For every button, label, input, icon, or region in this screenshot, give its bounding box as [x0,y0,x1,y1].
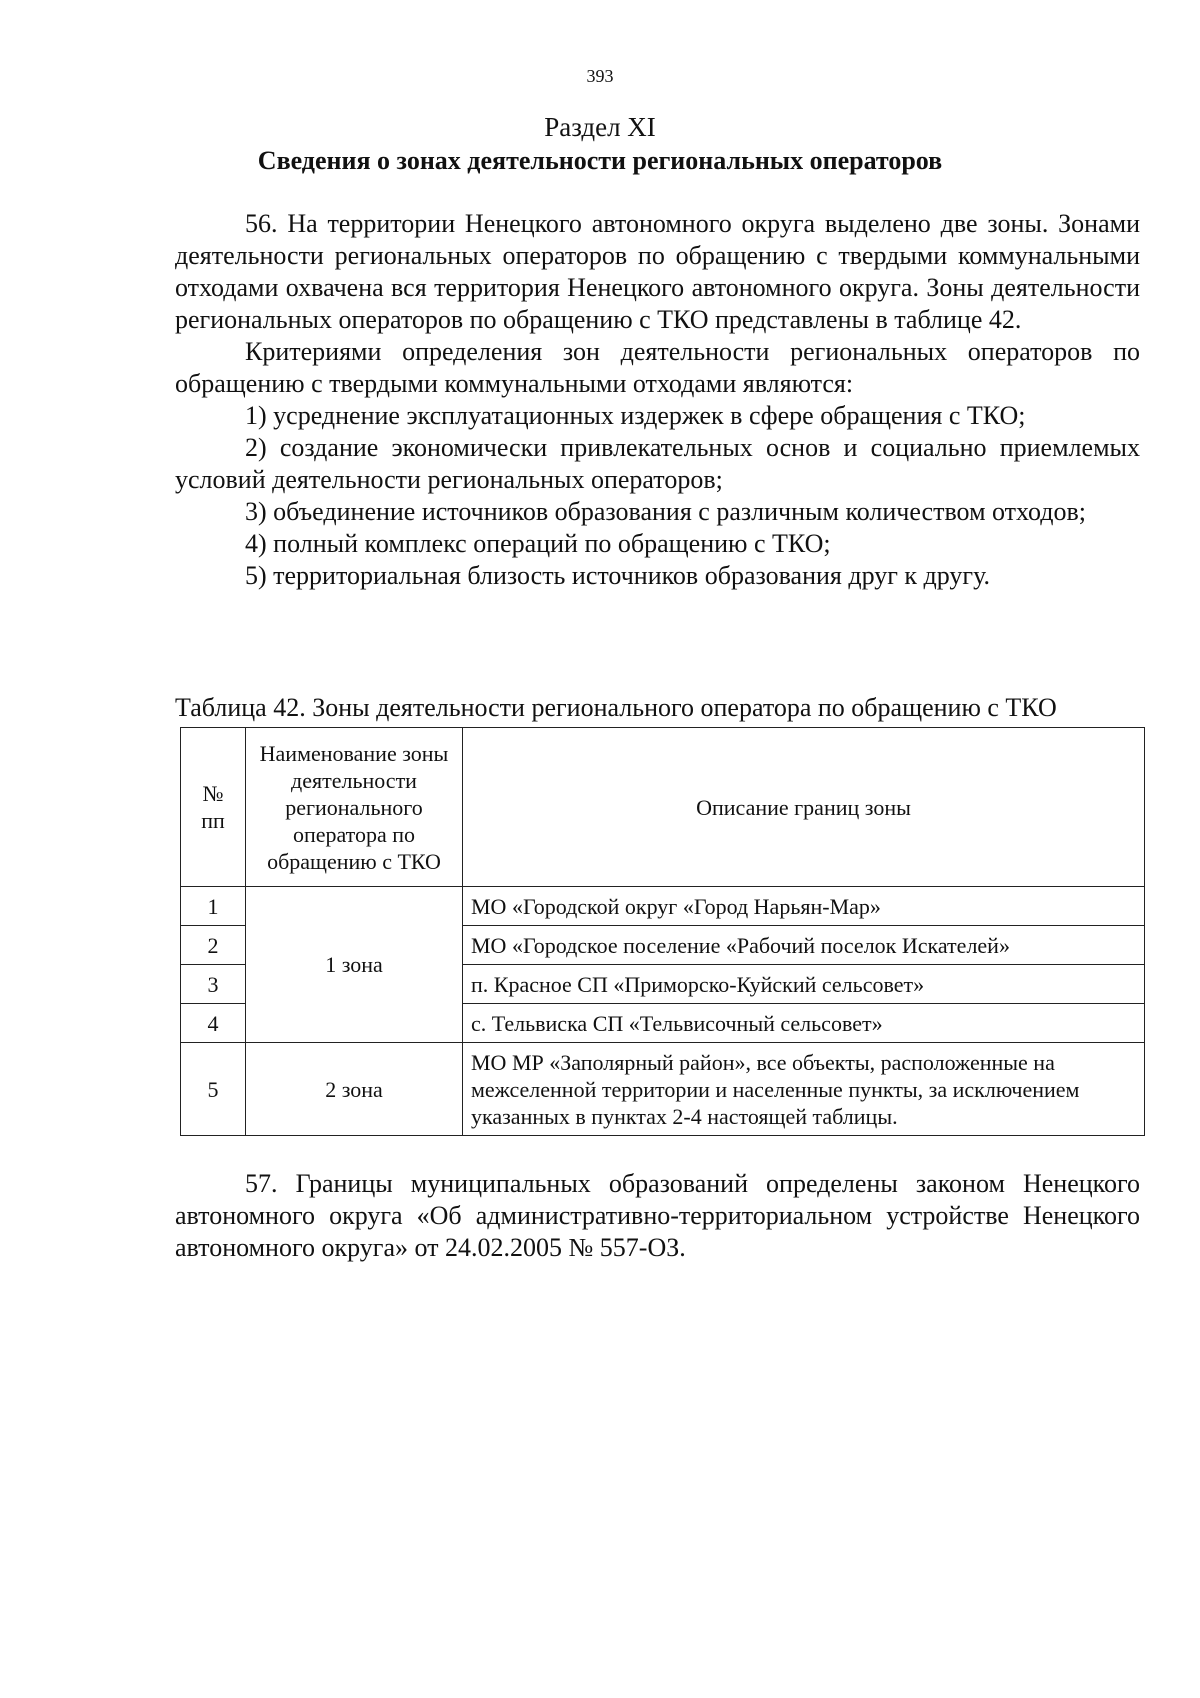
row-description: МО «Городское поселение «Рабочий поселок Искателей» [463,926,1145,965]
zones-table [180,727,1145,1136]
table-row [181,887,1145,926]
row-num: 3 [181,965,246,1004]
table-caption: Таблица 42. Зоны деятельности регионального оператора по обращению с ТКО [175,693,1057,722]
footer-text [175,1168,1140,1264]
row-num: 5 [181,1043,246,1136]
zone-name: 2 зона [246,1043,463,1136]
row-description: МО «Городской округ «Город Нарьян-Мар» [463,887,1145,926]
row-description: МО МР «Заполярный район», все объекты, расположенные на межселенной территории и населенные пункты, за исключением указанных в пунктах 2-4 настоящей таблицы. [463,1043,1145,1136]
row-description: с. Тельвиска СП «Тельвисочный сельсовет» [463,1004,1145,1043]
zone-name: 1 зона [246,887,463,1043]
row-num: 4 [181,1004,246,1043]
section-title: Раздел XI [544,112,656,142]
header-zone-name: Наименование зоны деятельности регионального оператора по обращению с ТКО [246,728,463,887]
body-text [175,208,1140,592]
criterion-item: 3) объединение источников образования с различным количеством отходов; [245,497,1087,526]
table-row [181,1043,1145,1136]
row-description: п. Красное СП «Приморско-Куйский сельсовет» [463,965,1145,1004]
paragraph-criteria-intro: Критериями определения зон деятельности региональных операторов по обращению с твердыми коммунальными отходами являются: [175,337,1140,398]
table-header-row [181,728,1145,887]
section-subtitle: Сведения о зонах деятельности региональных операторов [257,146,943,175]
page-number: 393 [586,66,614,86]
criterion-item: 2) создание экономически привлекательных основ и социально приемлемых условий деятельности региональных операторов; [175,433,1140,494]
header-num: № пп [181,728,246,887]
paragraph-57: 57. Границы муниципальных образований определены законом Ненецкого автономного округа «Об административно-территориальном устройстве Ненецкого автономного округа» от 24.02.2005 № 557-ОЗ. [175,1169,1140,1262]
paragraph-56: 56. На территории Ненецкого автономного округа выделено две зоны. Зонами деятельности региональных операторов по обращению с твердыми коммунальными отходами охвачена вся территория Ненецкого автономного округа. Зоны деятельности региональных операторов по обращению с ТКО представлены в таблице 42. [175,209,1140,334]
row-num: 1 [181,887,246,926]
row-num: 2 [181,926,246,965]
criterion-item: 4) полный комплекс операций по обращению с ТКО; [245,529,831,558]
criterion-item: 5) территориальная близость источников образования друг к другу. [245,561,990,590]
criterion-item: 1) усреднение эксплуатационных издержек в сфере обращения с ТКО; [245,401,1026,430]
header-description: Описание границ зоны [463,728,1145,887]
